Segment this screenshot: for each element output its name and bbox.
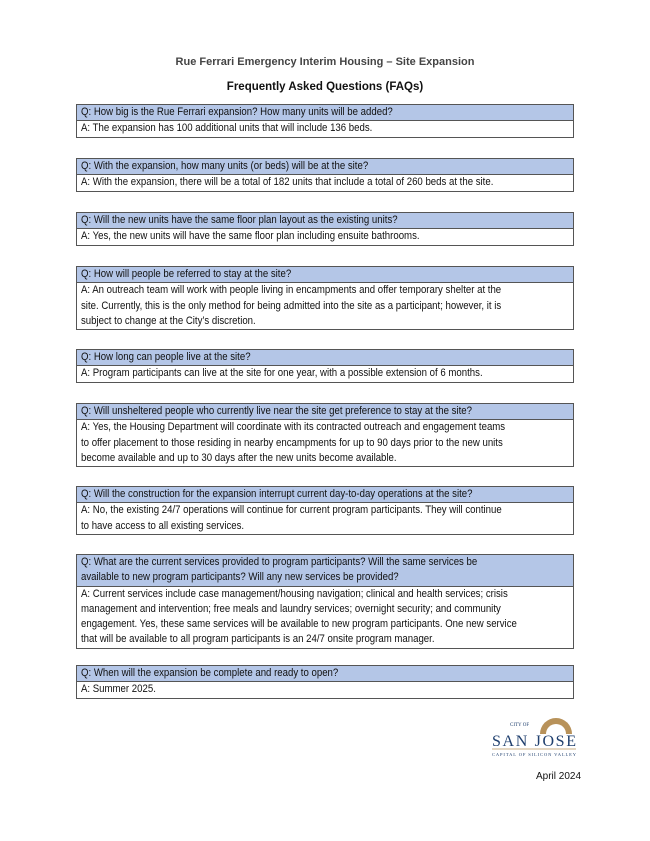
faq-question-line: Q: What are the current services provided to program participants? Will the same services be — [81, 556, 478, 568]
document-subtitle: Frequently Asked Questions (FAQs) — [226, 81, 424, 93]
faq-question-line: Q: Will the new units have the same floor plan layout as the existing units? — [81, 214, 398, 226]
faq-answer-line: A: Yes, the new units will have the same floor plan including ensuite bathrooms. — [81, 230, 420, 243]
faq-answer — [77, 229, 573, 244]
faq-answer — [77, 283, 573, 329]
faq-answer — [77, 366, 573, 381]
faq-answer — [77, 503, 573, 534]
faq-answer-line: A: No, the existing 24/7 operations will continue for current program participants. They will continue — [81, 504, 502, 517]
sun-rays-icon — [540, 718, 572, 734]
faq-question-line: Q: When will the expansion be complete and ready to open? — [81, 667, 339, 679]
faq-item — [76, 554, 574, 649]
faq-item — [76, 349, 574, 383]
faq-answer-line: A: Program participants can live at the site for one year, with a possible extension of 6 months. — [81, 367, 483, 380]
faq-item — [76, 403, 574, 467]
faq-answer-line: A: Summer 2025. — [81, 683, 156, 696]
faq-answer — [77, 121, 573, 136]
svg-text:CITY OF: CITY OF — [510, 723, 530, 728]
faq-item — [76, 158, 574, 192]
faq-answer-line: that will be available to all program participants is an 24/7 onsite program manager. — [81, 633, 435, 646]
faq-question-line: available to new program participants? Will any new services be provided? — [81, 571, 399, 584]
faq-item — [76, 266, 574, 330]
faq-answer-line: site. Currently, this is the only method for being admitted into the site as a participant; however, it is — [81, 299, 502, 312]
document-title: Rue Ferrari Emergency Interim Housing – Site Expansion — [175, 56, 475, 68]
faq-question-line: Q: How big is the Rue Ferrari expansion? How many units will be added? — [81, 106, 393, 118]
faq-question — [77, 666, 573, 682]
faq-question — [77, 487, 573, 503]
faq-answer-line: A: Yes, the Housing Department will coordinate with its contracted outreach and engagement teams — [81, 421, 506, 434]
faq-answer-line: engagement. Yes, these same services will be available to new program participants. One new service — [81, 618, 517, 631]
faq-question — [77, 350, 573, 366]
faq-answer-line: A: With the expansion, there will be a total of 182 units that include a total of 260 beds at the site. — [81, 176, 494, 189]
faq-answer-line: to have access to all existing services. — [81, 519, 245, 532]
svg-text:SAN JOSE: SAN JOSE — [492, 733, 576, 750]
faq-question-line: Q: How will people be referred to stay at the site? — [81, 268, 292, 280]
faq-question — [77, 555, 573, 587]
faq-item — [76, 665, 574, 699]
faq-answer-line: A: Current services include case management/housing navigation; clinical and health services; crisis — [81, 587, 508, 600]
faq-answer-line: A: The expansion has 100 additional units that will include 136 beds. — [81, 122, 373, 135]
faq-question-line: Q: Will the construction for the expansion interrupt current day-to-day operations at the site? — [81, 488, 473, 500]
faq-answer-line: become available and up to 30 days after the new units become available. — [81, 451, 397, 464]
faq-question-line: Q: How long can people live at the site? — [81, 351, 251, 363]
city-of-san-jose-logo — [490, 712, 580, 762]
faq-question-line: Q: Will unsheltered people who currently live near the site get preference to stay at the site? — [81, 405, 472, 417]
faq-answer — [77, 587, 573, 648]
faq-item — [76, 104, 574, 138]
faq-item — [76, 486, 574, 535]
faq-answer — [77, 420, 573, 466]
faq-question — [77, 267, 573, 283]
document-date: April 2024 — [536, 771, 582, 782]
faq-answer — [77, 682, 573, 697]
faq-question — [77, 105, 573, 121]
faq-question-line: Q: With the expansion, how many units (or beds) will be at the site? — [81, 160, 369, 172]
svg-text:CAPITAL OF SILICON VALLEY: CAPITAL OF SILICON VALLEY — [492, 752, 576, 757]
faq-answer-line: A: An outreach team will work with people living in encampments and offer temporary shelter at the — [81, 284, 502, 297]
faq-answer-line: management and intervention; free meals and laundry services; overnight security; and community — [81, 602, 501, 615]
faq-answer-line: to offer placement to those residing in nearby encampments for up to 90 days prior to the new units — [81, 436, 503, 449]
faq-question — [77, 213, 573, 229]
faq-answer — [77, 175, 573, 190]
faq-item — [76, 212, 574, 246]
faq-question — [77, 159, 573, 175]
faq-question — [77, 404, 573, 420]
faq-answer-line: subject to change at the City’s discretion. — [81, 314, 256, 327]
